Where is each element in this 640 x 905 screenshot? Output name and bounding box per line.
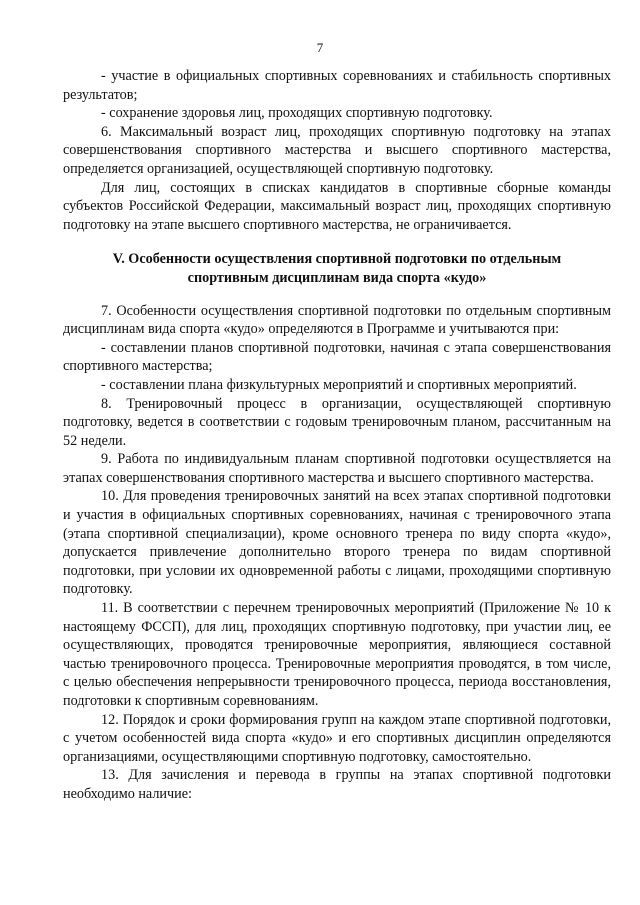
paragraph-13-enrollment: 13. Для зачисления и перевода в группы на этапах спортивной подготовки необходимо наличие: (63, 767, 611, 802)
paragraph-7-features: 7. Особенности осуществления спортивной подготовки по отдельным спортивным дисциплинам вида спорта «кудо» определяются в Программе и учитываются при: (63, 302, 611, 338)
paragraph-8-training-process: 8. Тренировочный процесс в организации, осуществляющей спортивную подготовку, ведется в соответствии с годовым тренировочным планом, рассчитанным на 52 недели. (63, 395, 611, 449)
document-body (63, 67, 611, 804)
paragraph-bullet-health: - сохранение здоровья лиц, проходящих спортивную подготовку. (101, 105, 493, 122)
paragraph-bullet-events: - составлении плана физкультурных мероприятий и спортивных мероприятий. (101, 376, 577, 393)
page-number: 7 (316, 40, 324, 55)
paragraph-9-individual-plans: 9. Работа по индивидуальным планам спортивной подготовки осуществляется на этапах совершенствования спортивного мастерства и высшего спортивного мастерства. (63, 451, 611, 486)
paragraph-bullet-plans: - составлении планов спортивной подготовки, начиная с этапа совершенствования спортивного мастерства; (63, 339, 611, 375)
paragraph-bullet-participation: - участие в официальных спортивных соревнованиях и стабильность спортивных результатов; (63, 68, 611, 103)
paragraph-10-second-trainer: 10. Для проведения тренировочных занятий на всех этапах спортивной подготовки и участия в официальных спортивных соревнованиях, начиная с тренировочного этапа (этапа спортивной специализации), кроме основного тренера по виду спорта «кудо», допускается привлечение дополнительно второго тренера по видам спортивной подготовки, при условии их одновременной работы с лицами, проходящими спортивную подготовку. (63, 488, 611, 598)
section-heading-line-2: спортивным дисциплинам вида спорта «кудо» (187, 269, 487, 286)
paragraph-candidates: Для лиц, состоящих в списках кандидатов в спортивные сборные команды субъектов Российской Федерации, максимальный возраст лиц, проходящих спортивную подготовку на этапе высшего спортивного мастерства, не ограничивается. (63, 179, 611, 233)
paragraph-6-max-age: 6. Максимальный возраст лиц, проходящих спортивную подготовку на этапах совершенствования спортивного мастерства и высшего спортивного мастерства, определяется организацией, осуществляющей спортивную подготовку. (63, 123, 611, 177)
paragraph-11-training-events: 11. В соответствии с перечнем тренировочных мероприятий (Приложение № 10 к настоящему ФССП), для лиц, проходящих спортивную подготовку, при участии лиц, ее осуществляющих, проводятся тренировочные мероприятия, являющиеся составной частью тренировочного процесса. Тренировочные мероприятия проводятся, в том числе, с целью обеспечения непрерывности тренировочного процесса, периода восстановления, подготовки к спортивным соревнованиям. (63, 600, 611, 709)
paragraph-12-groups: 12. Порядок и сроки формирования групп на каждом этапе спортивной подготовки, с учетом особенностей вида спорта «кудо» и его спортивных дисциплин определяются организациями, осуществляющими спортивную подготовку, самостоятельно. (63, 711, 611, 765)
section-heading (63, 250, 611, 287)
section-heading-line-1: V. Особенности осуществления спортивной подготовки по отдельным (112, 251, 562, 268)
